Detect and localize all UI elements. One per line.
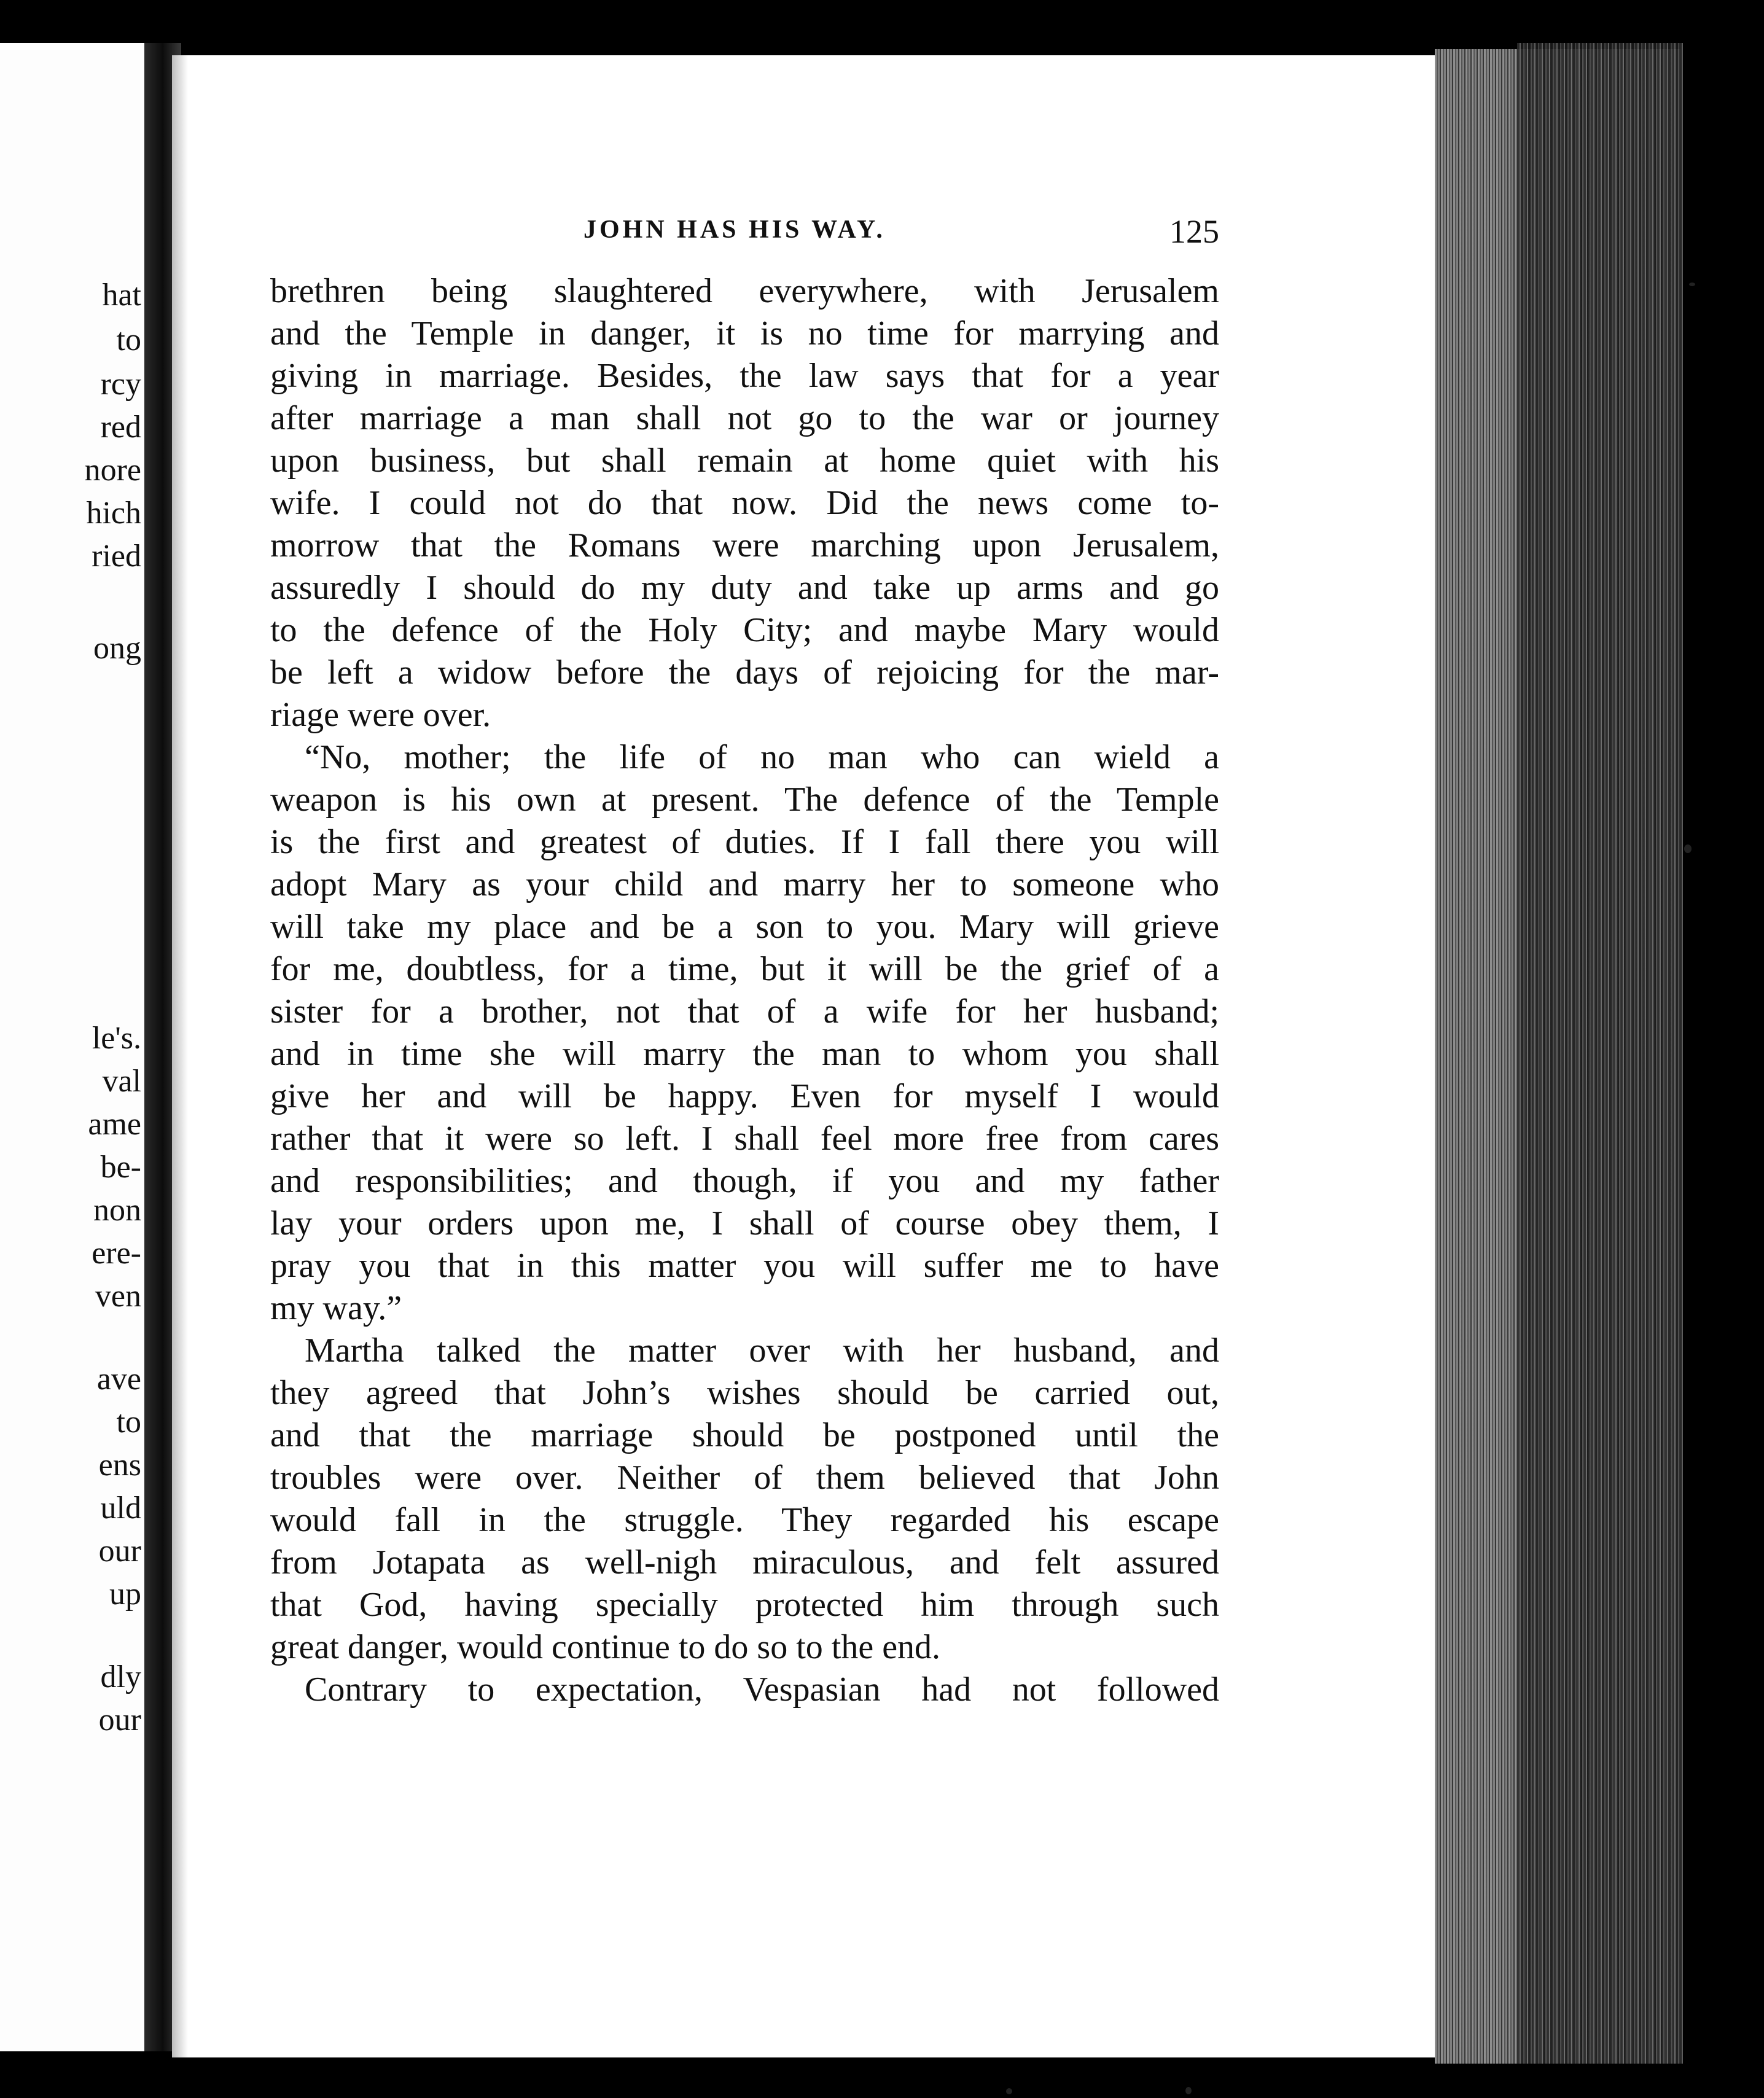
text-line: wife. I could not do that now. Did the news come to- bbox=[270, 484, 1219, 522]
left-page-fragment: hich bbox=[86, 496, 141, 531]
left-facing-page bbox=[0, 43, 151, 2051]
text-line: from Jotapata as well-nigh miraculous, and felt assured bbox=[270, 1543, 1219, 1581]
body-text bbox=[270, 270, 1219, 1711]
scan-speck bbox=[1689, 283, 1695, 286]
text-line: and the Temple in danger, it is no time for marrying and bbox=[270, 314, 1219, 353]
text-line: and responsibilities; and though, if you and my father bbox=[270, 1162, 1219, 1200]
text-line: morrow that the Romans were marching upon Jerusalem, bbox=[270, 526, 1219, 564]
text-line: that God, having specially protected him through such bbox=[270, 1586, 1219, 1624]
left-page-fragment: ens bbox=[98, 1448, 141, 1483]
text-line: assuredly I should do my duty and take up arms and go bbox=[270, 569, 1219, 607]
left-page-fragment: ried bbox=[92, 539, 141, 574]
text-line: great danger, would continue to do so to the end. bbox=[270, 1628, 941, 1666]
left-page-fragment: le's. bbox=[92, 1021, 141, 1056]
left-page-fragment: ame bbox=[88, 1107, 141, 1142]
text-line: upon business, but shall remain at home quiet with his bbox=[270, 442, 1219, 480]
text-line: will take my place and be a son to you. Mary will grieve bbox=[270, 908, 1219, 946]
text-line: adopt Mary as your child and marry her to someone who bbox=[270, 865, 1219, 903]
left-page-fragment: our bbox=[98, 1534, 141, 1569]
text-line: would fall in the struggle. They regarded his escape bbox=[270, 1501, 1219, 1539]
text-line: after marriage a man shall not go to the war or journey bbox=[270, 399, 1219, 437]
left-page-fragment: to bbox=[116, 1405, 141, 1440]
scan-speck bbox=[1684, 844, 1692, 853]
left-page-fragment: ven bbox=[95, 1279, 141, 1314]
text-line: brethren being slaughtered everywhere, with Jerusalem bbox=[270, 272, 1219, 310]
left-page-fragment: red bbox=[100, 410, 141, 445]
text-line: is the first and greatest of duties. If I fall there you will bbox=[270, 823, 1219, 861]
page-block-shadow bbox=[1517, 43, 1683, 2064]
left-page-fragment: hat bbox=[102, 278, 141, 313]
scan-speck bbox=[1006, 2088, 1012, 2094]
text-line: Contrary to expectation, Vespasian had not followed bbox=[305, 1671, 1219, 1709]
text-line: Martha talked the matter over with her husband, and bbox=[305, 1332, 1219, 1370]
text-line: troubles were over. Neither of them believed that John bbox=[270, 1459, 1219, 1497]
left-page-fragment: ong bbox=[93, 631, 141, 666]
text-line: give her and will be happy. Even for myself I would bbox=[270, 1077, 1219, 1115]
text-line: pray you that in this matter you will suffer me to have bbox=[270, 1247, 1219, 1285]
text-line: lay your orders upon me, I shall of course obey them, I bbox=[270, 1204, 1219, 1242]
text-line: be left a widow before the days of rejoicing for the mar- bbox=[270, 653, 1219, 692]
scan-speck bbox=[1185, 2087, 1192, 2094]
left-page-fragment: val bbox=[102, 1064, 141, 1099]
text-line: to the defence of the Holy City; and maybe Mary would bbox=[270, 611, 1219, 649]
left-page-fragment: our bbox=[98, 1702, 141, 1737]
text-line: “No, mother; the life of no man who can wield a bbox=[305, 738, 1219, 776]
left-page-fragment: dly bbox=[100, 1659, 141, 1694]
left-page-fragment: ere- bbox=[92, 1236, 141, 1271]
left-page-fragment: up bbox=[109, 1577, 141, 1612]
text-line: riage were over. bbox=[270, 696, 491, 734]
left-page-fragment: be- bbox=[100, 1150, 141, 1185]
page-number: 125 bbox=[1169, 213, 1219, 250]
text-line: giving in marriage. Besides, the law says that for a year bbox=[270, 357, 1219, 395]
text-line: and that the marriage should be postponed until the bbox=[270, 1416, 1219, 1454]
text-line: they agreed that John’s wishes should be carried out, bbox=[270, 1374, 1219, 1412]
text-line: and in time she will marry the man to whom you shall bbox=[270, 1035, 1219, 1073]
left-page-fragment: non bbox=[93, 1193, 141, 1228]
left-page-fragment: ave bbox=[96, 1362, 141, 1397]
text-line: my way.” bbox=[270, 1289, 402, 1327]
text-line: for me, doubtless, for a time, but it will be the grief of a bbox=[270, 950, 1219, 988]
text-line: sister for a brother, not that of a wife for her husband; bbox=[270, 992, 1219, 1031]
left-page-fragment: rcy bbox=[100, 367, 141, 402]
text-line: weapon is his own at present. The defence of the Temple bbox=[270, 781, 1219, 819]
left-page-fragment: to bbox=[116, 322, 141, 357]
running-head-title: JOHN HAS HIS WAY. bbox=[583, 216, 886, 244]
left-page-fragment: uld bbox=[100, 1491, 141, 1526]
running-head bbox=[270, 215, 1219, 252]
left-page-fragment: nore bbox=[84, 453, 141, 488]
text-line: rather that it were so left. I shall feel more free from cares bbox=[270, 1120, 1219, 1158]
